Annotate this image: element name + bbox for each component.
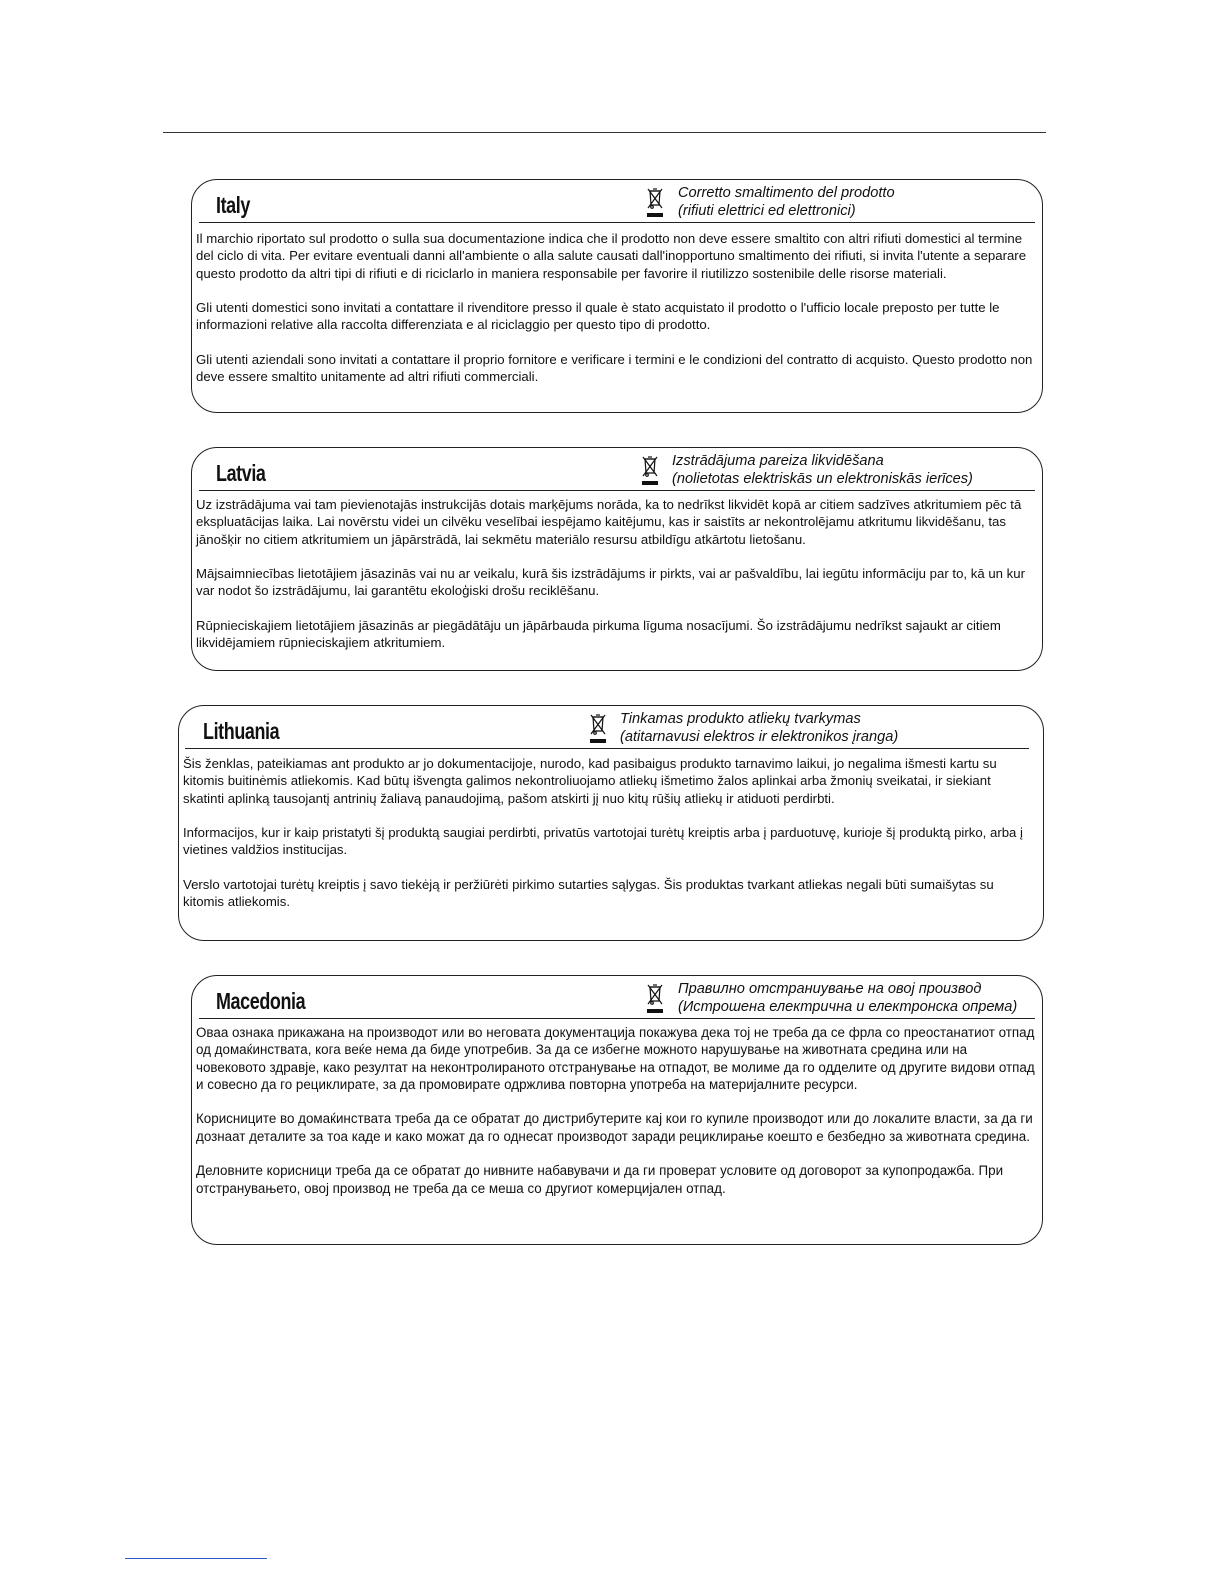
crossed-bin-icon [645, 186, 665, 220]
country-name: Italy [216, 192, 250, 218]
disposal-title [620, 710, 898, 746]
disposal-title [678, 184, 895, 220]
disposal-title-line1: Tinkamas produkto atliekų tvarkymas [620, 711, 861, 727]
section-macedonia [191, 975, 1043, 1245]
disposal-title [678, 980, 1017, 1016]
paragraph: Il marchio riportato sul prodotto o sulla sua documentazione indica che il prodotto non deve essere smaltito con altri rifiuti domestici al termine del ciclo di vita. Per evitare eventuali danni all'ambiente o alla salute causati dall'inopportuno smaltimento dei rifiuti, si invita l'utente a separare questo prodotto da altri tipi di rifiuti e di riciclarlo in maniera responsabile per favorire il riutilizzo sostenibile delle risorse materiali. [196, 231, 1027, 281]
paragraph: Деловните корисници треба да се обратат до нивните набавувачи и да ги проверат условите од договорот за купопродажба. При отстранувањето, овој производ не треба да се меша со другиот комерцијален отпад. [196, 1163, 1004, 1196]
disposal-title-line1: Corretto smaltimento del prodotto [678, 185, 895, 201]
country-name: Lithuania [203, 718, 280, 744]
crossed-bin-icon [645, 982, 665, 1016]
footer-rule [125, 1558, 267, 1559]
paragraph: Оваа ознака прикажана на производот или во неговата документација покажува дека тој не треба да се фрла со преостанатиот отпад од домаќинствата, кога веќе нема да биде употребив. За да се избегне можното нарушување на животната средина или на човековото здравје, како резултат на неконтролираното отстранување на отпадот, ве молиме да го одделите од другите видови отпад и совесно да го рециклирате, за да промовирате одржлива повторна употреба на материјалните ресурси. [196, 1025, 1035, 1092]
section-body [196, 496, 1036, 652]
disposal-title-line2: (nolietotas elektriskās un elektroniskās ierīces) [672, 471, 973, 487]
header-underline [199, 1018, 1035, 1019]
paragraph: Mājsaimniecības lietotājiem jāsazinās vai nu ar veikalu, kurā šis izstrādājums ir pirkts, vai ar pašvaldību, lai iegūtu informāciju par to, kā un kur var nodot šo izstrādājumu, lai garantētu ekoloģiski drošu reciklēšanu. [196, 566, 1025, 599]
crossed-bin-icon [588, 712, 608, 746]
paragraph: Gli utenti domestici sono invitati a contattare il rivenditore presso il quale è stato acquistato il prodotto o l'ufficio locale preposto per tutte le informazioni relative alla raccolta differenziata e al riciclaggio per questo tipo di prodotto. [196, 300, 1000, 333]
paragraph: Gli utenti aziendali sono invitati a contattare il proprio fornitore e verificare i termini e le condizioni del contratto di acquisto. Questo prodotto non deve essere smaltito unitamente ad altri rifiuti commerciali. [196, 352, 1033, 385]
disposal-title-line2: (Истрошена електрична и електронска опрема) [678, 999, 1018, 1015]
disposal-title-line2: (atitarnavusi elektros ir elektronikos įranga) [620, 729, 899, 745]
disposal-title-line2: (rifiuti elettrici ed elettronici) [678, 203, 856, 219]
section-body [196, 1024, 1040, 1197]
country-name: Latvia [216, 460, 266, 486]
section-lithuania [178, 705, 1044, 941]
section-header [192, 976, 1042, 1020]
paragraph: Uz izstrādājuma vai tam pievienotajās instrukcijās dotais marķējums norāda, ka to nedrīkst likvidēt kopā ar citiem sadzīves atkritumiem pēc tā ekspluatācijas laika. Lai novērstu videi un cilvēku veselībai iespējamo kaitējumu, kas ir saistīts ar nekontrolējamu atkritumu likvidēšanu, tas jānošķir no citiem atkritumiem un jāpārstrādā, lai sekmētu materiālo resursu atbildīgu atkārtotu lietošanu. [196, 497, 1022, 547]
paragraph: Informacijos, kur ir kaip pristatyti šį produktą saugiai perdirbti, privatūs vartotojai turėtų kreiptis arba į parduotuvę, kurioje šį produktą pirko, arba į vietines valdžios institucijas. [183, 825, 1023, 858]
header-underline [199, 222, 1035, 223]
country-name: Macedonia [216, 988, 306, 1014]
paragraph: Šis ženklas, pateikiamas ant produkto ar jo dokumentacijoje, nurodo, kad pasibaigus produkto tarnavimo laikui, jo negalima išmesti kartu su kitomis buitinėmis atliekomis. Kad būtų išvengta galimos nekontroliuojamo atliekų išmetimo žalos aplinkai arba žmonių sveikatai, ir siekiant skatinti aplinką tausojantį antrinių žaliavą panaudojimą, pašom atskirti jį nuo kitų rūšių atliekų ir atiduoti perdirbti. [183, 756, 997, 806]
section-italy [191, 179, 1043, 413]
paragraph: Rūpnieciskajiem lietotājiem jāsazinās ar piegādātāju un jāpārbauda pirkuma līguma nosacījumi. Šo izstrādājumu nedrīkst sajaukt ar citiem likvidējamiem rūpnieciskajiem atkritumiem. [196, 618, 1001, 651]
header-underline [185, 748, 1029, 749]
paragraph: Verslo vartotojai turėtų kreiptis į savo tiekėją ir peržiūrėti pirkimo sutarties sąlygas. Šis produktas tvarkant atliekas negali būti sumaišytas su kitomis atliekomis. [183, 877, 994, 910]
section-body [183, 755, 1033, 911]
section-header [179, 706, 1043, 750]
header-underline [199, 490, 1035, 491]
disposal-title-line1: Правилно отстраниување на овој производ [678, 981, 982, 997]
header-rule [163, 132, 1046, 133]
section-latvia [191, 447, 1043, 671]
disposal-title [672, 452, 973, 488]
crossed-bin-icon [640, 454, 660, 488]
section-header [192, 448, 1042, 492]
section-header [192, 180, 1042, 224]
section-body [196, 230, 1036, 386]
paragraph: Корисниците во домаќинствата треба да се обратат до дистрибутерите кај кои го купиле производот или до локалите власти, за да ги дознаат деталите за тоа каде и како можат да го однесат производот заради рециклирање коешто е безбедно за животната средина. [196, 1111, 1033, 1144]
disposal-title-line1: Izstrādājuma pareiza likvidēšana [672, 453, 884, 469]
